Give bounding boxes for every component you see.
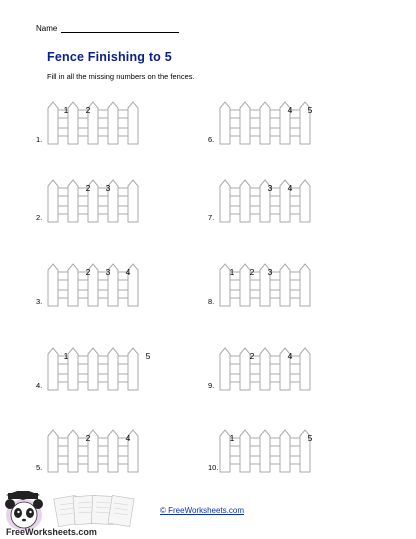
fence-picket (220, 348, 230, 390)
fence-value: 5 (307, 105, 313, 115)
copyright-link[interactable]: © FreeWorksheets.com (160, 506, 244, 515)
problem-8 (208, 256, 318, 308)
problem-4 (36, 340, 151, 392)
fence-picket (260, 348, 270, 390)
fence-value: 3 (267, 183, 273, 193)
problem-number: 1. (36, 135, 43, 144)
fence-picket (260, 430, 270, 472)
problem-number: 10. (208, 463, 219, 472)
fence-value: 2 (85, 183, 91, 193)
fence-picket (128, 180, 138, 222)
problem-number: 6. (208, 135, 215, 144)
problem-7 (208, 172, 318, 224)
problem-3 (36, 256, 146, 308)
fence-value: 4 (287, 351, 293, 361)
fence-value: 4 (125, 267, 131, 277)
fence-picket (220, 180, 230, 222)
fence-picket (300, 348, 310, 390)
fence-picket (220, 102, 230, 144)
fence-value: 5 (307, 433, 313, 443)
fence-value: 3 (105, 267, 111, 277)
fence-icon (218, 172, 318, 224)
instructions: Fill in all the missing numbers on the fences. (47, 72, 195, 81)
fence-icon (218, 422, 318, 474)
fence-picket (260, 102, 270, 144)
fence-picket (240, 180, 250, 222)
fence-picket (88, 348, 98, 390)
name-label: Name (36, 24, 58, 33)
fence-picket (108, 348, 118, 390)
fence-picket (240, 430, 250, 472)
problem-9 (208, 340, 318, 392)
fence-value: 1 (63, 105, 69, 115)
fence-value: 2 (249, 267, 255, 277)
fence-picket (68, 180, 78, 222)
fence-picket (128, 102, 138, 144)
problem-number: 2. (36, 213, 43, 222)
fence-value: 4 (287, 105, 293, 115)
problem-number: 7. (208, 213, 215, 222)
fence-value: 2 (249, 351, 255, 361)
fence-value: 4 (125, 433, 131, 443)
fence-value: 1 (63, 351, 69, 361)
problem-2 (36, 172, 146, 224)
problem-6 (208, 94, 318, 146)
fence-icon (218, 94, 318, 146)
fence-value: 5 (145, 351, 151, 361)
problem-5 (36, 422, 146, 474)
worksheet-stack-icon (54, 495, 134, 526)
fence-picket (48, 430, 58, 472)
problem-10 (208, 422, 318, 474)
problem-number: 8. (208, 297, 215, 306)
worksheet-title: Fence Finishing to 5 (47, 50, 172, 64)
problem-number: 4. (36, 381, 43, 390)
fence-picket (68, 430, 78, 472)
problem-number: 3. (36, 297, 43, 306)
fence-icon (46, 340, 146, 392)
fence-value: 4 (287, 183, 293, 193)
fence-picket (280, 264, 290, 306)
name-line[interactable] (61, 24, 179, 33)
fence-picket (108, 102, 118, 144)
fence-icon (218, 340, 318, 392)
fence-value: 2 (85, 267, 91, 277)
fence-picket (48, 264, 58, 306)
logo-text: FreeWorksheets.com (6, 527, 97, 537)
fence-value: 1 (229, 433, 235, 443)
fence-value: 2 (85, 433, 91, 443)
fence-picket (108, 430, 118, 472)
fence-value: 3 (105, 183, 111, 193)
problem-1 (36, 94, 146, 146)
fence-value: 1 (229, 267, 235, 277)
fence-icon (46, 94, 146, 146)
fence-value: 3 (267, 267, 273, 277)
problem-number: 5. (36, 463, 43, 472)
fence-picket (48, 102, 58, 144)
fence-picket (128, 348, 138, 390)
fence-icon (46, 256, 146, 308)
fence-picket (280, 430, 290, 472)
fence-value: 2 (85, 105, 91, 115)
fence-picket (48, 180, 58, 222)
name-row (36, 24, 179, 33)
fence-picket (300, 180, 310, 222)
fence-picket (240, 102, 250, 144)
fence-icon (46, 172, 146, 224)
panda-icon (5, 491, 43, 531)
fence-icon (218, 256, 318, 308)
problem-number: 9. (208, 381, 215, 390)
fence-picket (68, 264, 78, 306)
fence-picket (48, 348, 58, 390)
fence-icon (46, 422, 146, 474)
fence-picket (300, 264, 310, 306)
